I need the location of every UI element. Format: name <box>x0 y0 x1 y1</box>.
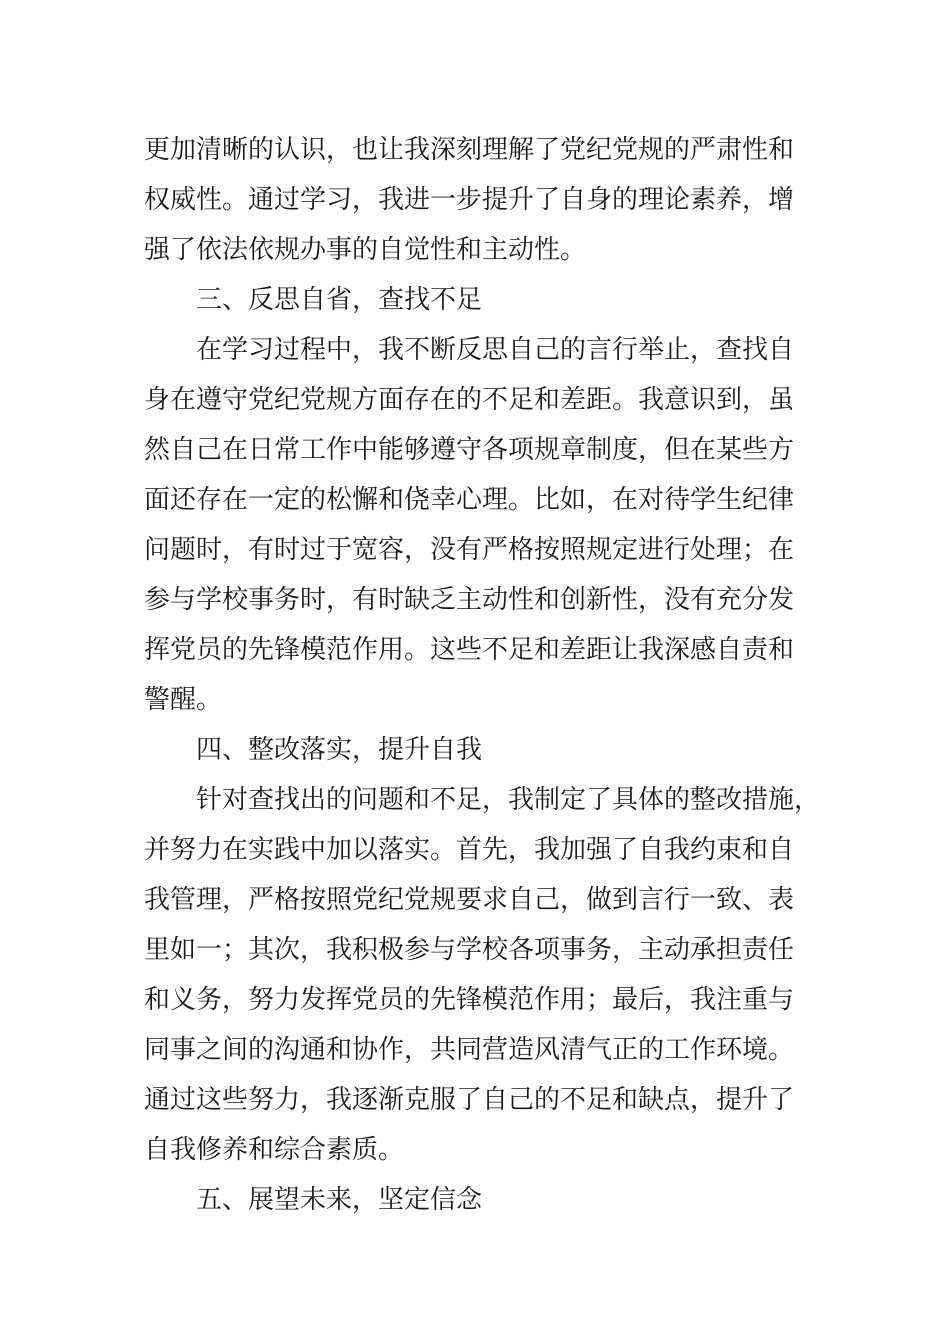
paragraph-line: 然自己在日常工作中能够遵守各项规章制度，但在某些方 <box>144 435 795 465</box>
paragraph-line: 问题时，有时过于宽容，没有严格按照规定进行处理；在 <box>144 535 795 565</box>
paragraph-line: 挥党员的先锋模范作用。这些不足和差距让我深感自责和 <box>144 635 795 665</box>
paragraph-line: 参与学校事务时，有时缺乏主动性和创新性，没有充分发 <box>144 585 795 615</box>
paragraph-line: 里如一；其次，我积极参与学校各项事务，主动承担责任 <box>144 935 795 965</box>
paragraph-line: 并努力在实践中加以落实。首先，我加强了自我约束和自 <box>144 835 795 865</box>
paragraph-line: 自我修养和综合素质。 <box>144 1135 405 1165</box>
paragraph-line: 在学习过程中，我不断反思自己的言行举止，查找自 <box>196 335 795 365</box>
paragraph-line: 同事之间的沟通和协作，共同营造风清气正的工作环境。 <box>144 1035 795 1065</box>
paragraph-line: 身在遵守党纪党规方面存在的不足和差距。我意识到，虽 <box>144 385 795 415</box>
paragraph-line: 和义务，努力发挥党员的先锋模范作用；最后，我注重与 <box>144 985 795 1015</box>
paragraph-line: 面还存在一定的松懈和侥幸心理。比如，在对待学生纪律 <box>144 485 795 515</box>
body-text <box>144 125 844 1225</box>
section-heading-3: 三、反思自省，查找不足 <box>196 285 483 315</box>
paragraph-line: 通过这些努力，我逐渐克服了自己的不足和缺点，提升了 <box>144 1085 795 1115</box>
paragraph-line: 强了依法依规办事的自觉性和主动性。 <box>144 235 587 265</box>
paragraph-line: 警醒。 <box>144 685 223 715</box>
paragraph-line: 权威性。通过学习，我进一步提升了自身的理论素养，增 <box>144 185 795 215</box>
paragraph-line: 更加清晰的认识，也让我深刻理解了党纪党规的严肃性和 <box>144 135 795 165</box>
section-heading-5: 五、展望未来，坚定信念 <box>196 1185 483 1215</box>
section-heading-4: 四、整改落实，提升自我 <box>196 735 483 765</box>
paragraph-line: 我管理，严格按照党纪党规要求自己，做到言行一致、表 <box>144 885 795 915</box>
paragraph-line: 针对查找出的问题和不足，我制定了具体的整改措施， <box>196 785 821 815</box>
